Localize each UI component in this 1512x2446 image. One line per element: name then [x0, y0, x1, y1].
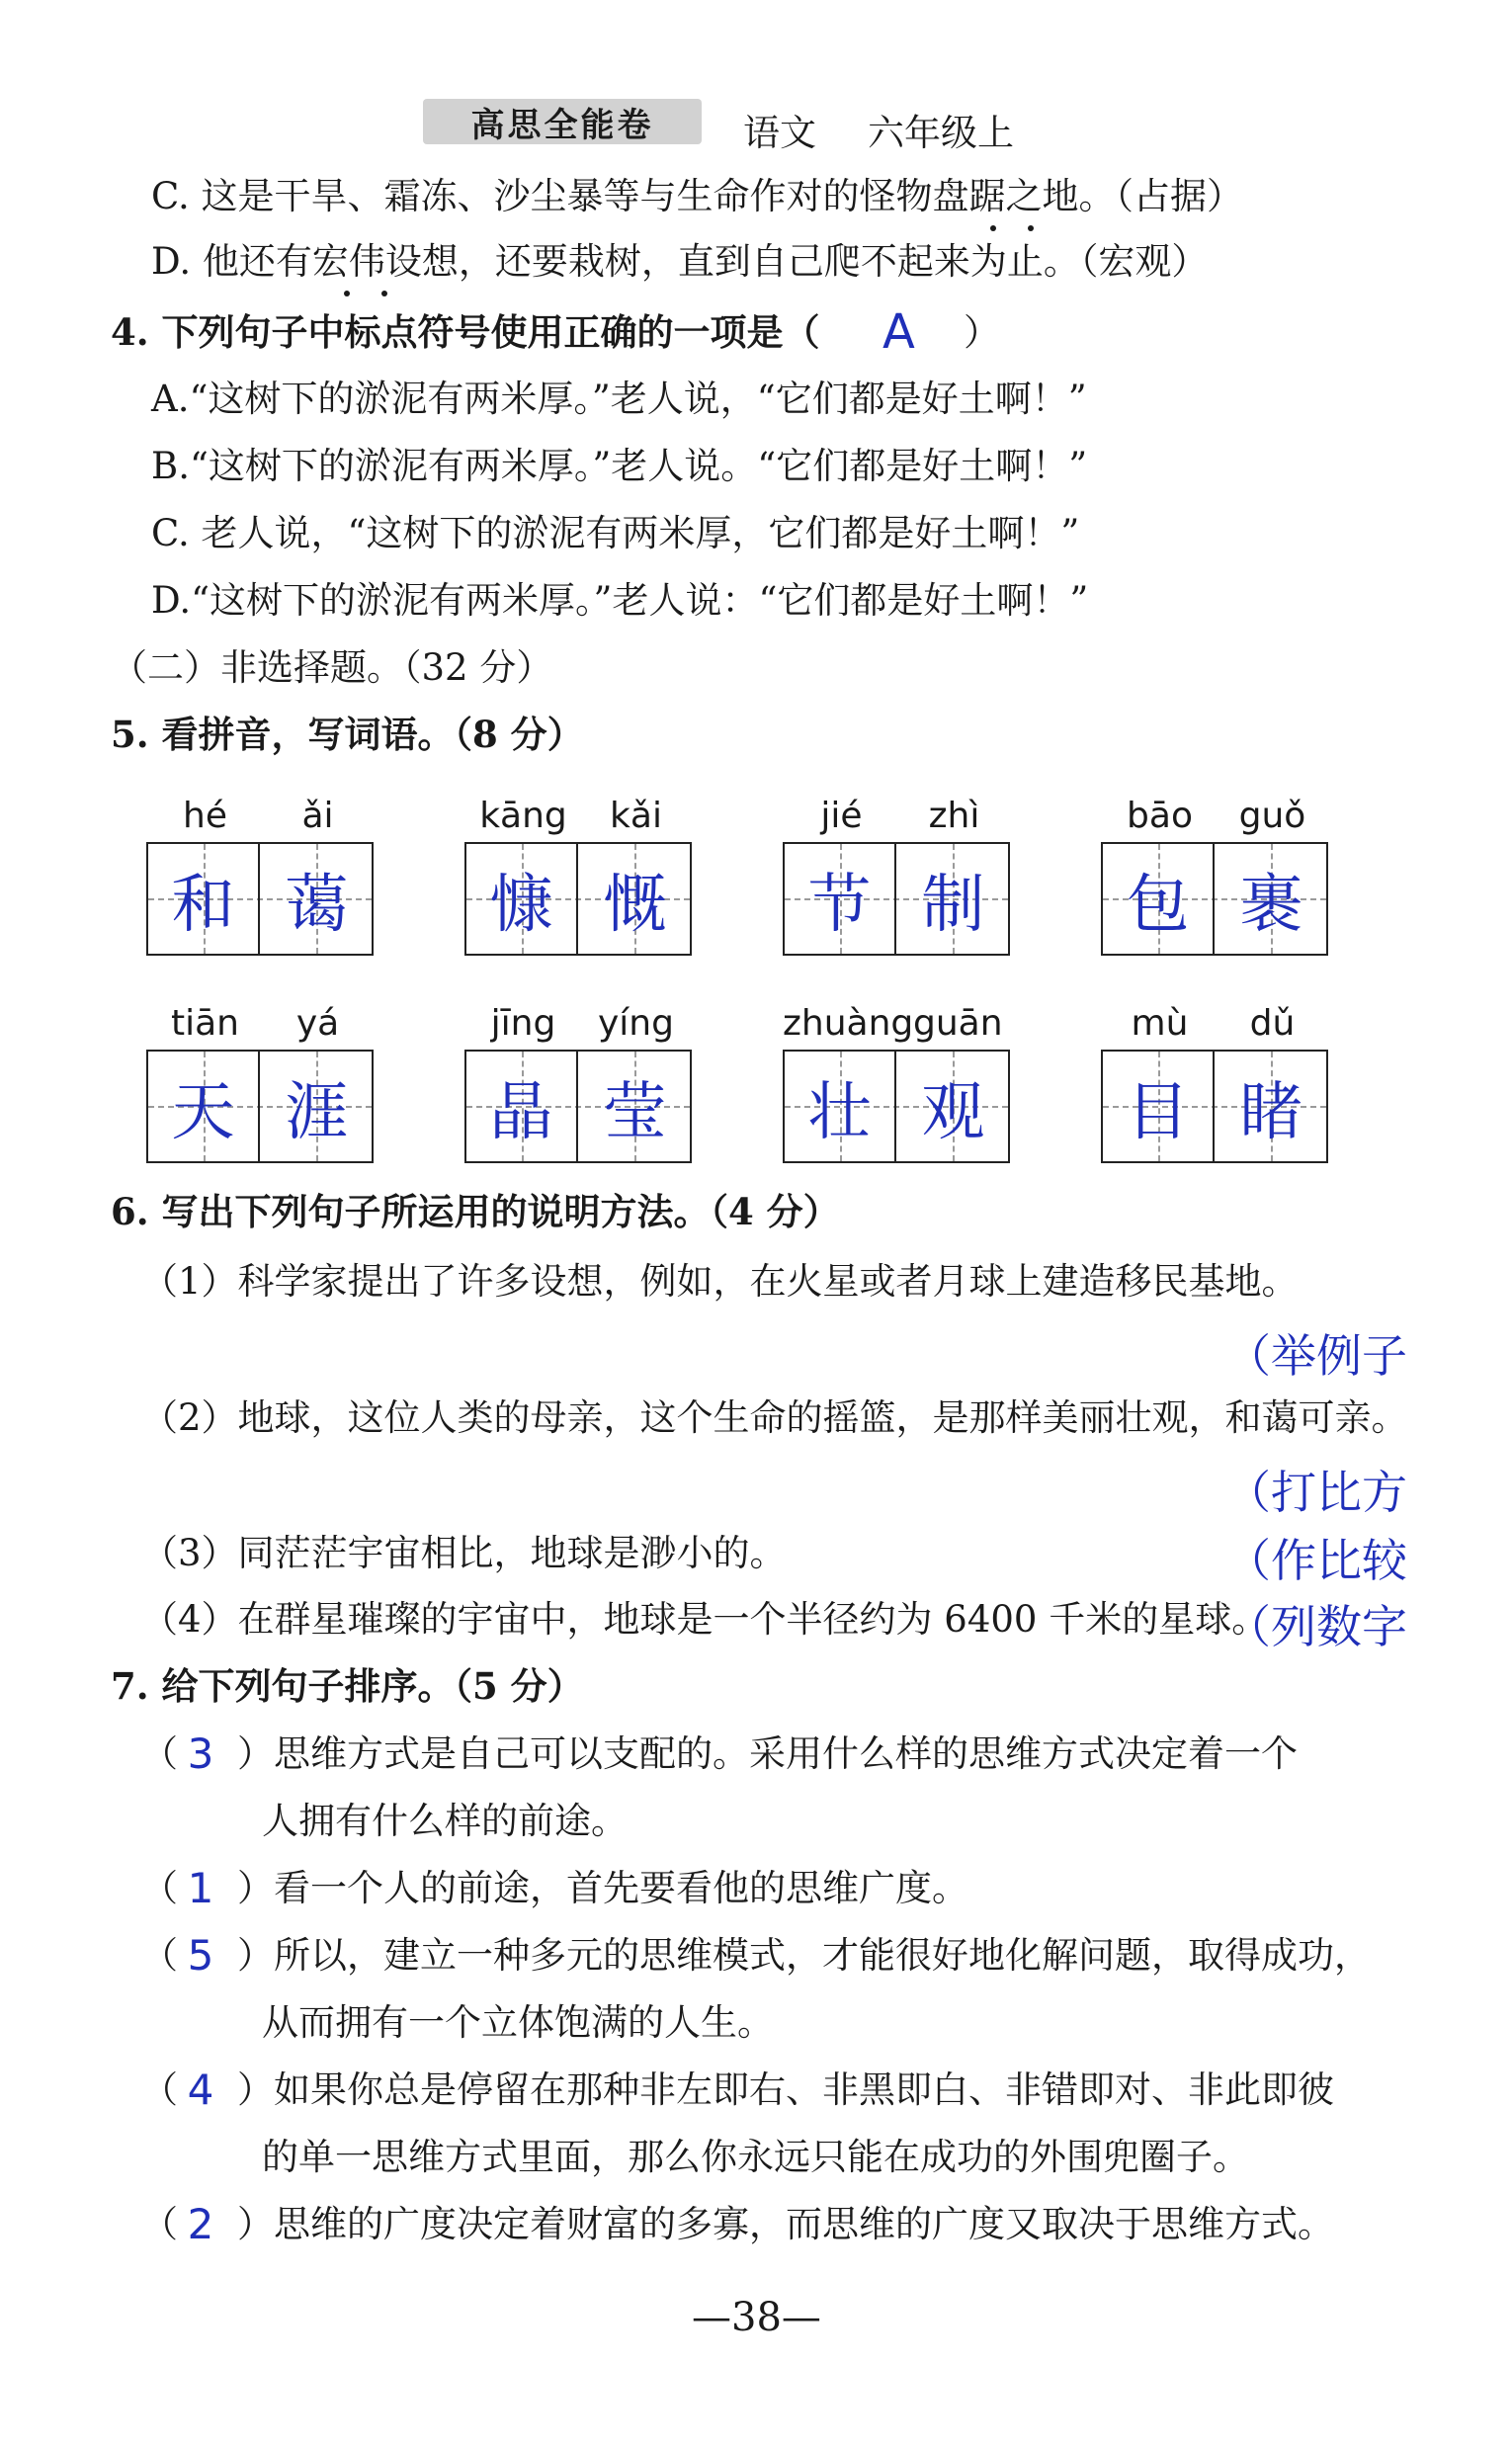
pinyin: guān: [913, 1003, 1003, 1044]
pinyin: kǎi: [610, 796, 662, 836]
character: 莹: [603, 1075, 667, 1149]
character: 慷: [466, 844, 578, 954]
q6-sentence-3: （3）同茫茫宇宙相比，地球是渺小的。: [141, 1532, 787, 1574]
header-subject: 语文: [743, 112, 816, 154]
pinyin: zhuàng: [783, 1003, 914, 1044]
q7-order-number: 5: [187, 1931, 214, 1980]
pinyin: kāng: [479, 796, 567, 836]
q7-order-number: 2: [187, 2200, 214, 2248]
q4-option-c: C. 老人说，“这树下的淤泥有两米厚，它们都是好土啊！”: [151, 512, 1080, 554]
character: 涯: [285, 1075, 349, 1149]
q7-order-number: 3: [187, 1729, 214, 1778]
q6-answer-4: （列数字: [1225, 1600, 1407, 1653]
character: 目: [1103, 1052, 1215, 1161]
q6-answer-1: （举例子: [1225, 1329, 1407, 1383]
q4-option-d: D.“这树下的淤泥有两米厚。”老人说：“它们都是好土啊！”: [151, 579, 1089, 622]
character: 晶: [466, 1052, 578, 1161]
q6-answer-3: （作比较: [1225, 1534, 1407, 1587]
q6-answer-2: （打比方: [1225, 1466, 1407, 1519]
pinyin: hé: [183, 796, 227, 836]
pinyin: guǒ: [1238, 796, 1306, 836]
q7-order-number: 1: [187, 1864, 214, 1912]
q3-option-d: D. 他还有宏伟设想，还要栽树，直到自己爬不起来为止。（宏观）: [151, 240, 1209, 283]
q4-answer: A: [882, 304, 915, 360]
q7-stem: 7. 给下列句子排序。（5 分）: [111, 1664, 584, 1708]
q7-open-paren: （: [141, 2203, 178, 2245]
pinyin: yíng: [598, 1003, 674, 1044]
character: 和: [148, 844, 260, 954]
q7-item-line: 从而拥有一个立体饱满的人生。: [262, 2001, 774, 2044]
character: 包: [1103, 844, 1215, 954]
pinyin: dǔ: [1249, 1003, 1296, 1044]
q7-item-line: 人拥有什么样的前途。: [262, 1800, 628, 1842]
q7-item-line: ）所以，建立一种多元的思维模式，才能很好地化解问题，取得成功，: [237, 1934, 1371, 1977]
q4-stem: [111, 310, 820, 354]
character: 裹: [1239, 868, 1303, 942]
character: 蔼: [285, 868, 349, 942]
q7-item-line: 的单一思维方式里面，那么你永远只能在成功的外围兜圈子。: [262, 2136, 1249, 2178]
q7-item-line: ）思维的广度决定着财富的多寡，而思维的广度又取决于思维方式。: [237, 2203, 1334, 2245]
emphasis-dot: [381, 291, 387, 296]
character: 观: [921, 1075, 985, 1149]
pinyin: mù: [1131, 1003, 1189, 1044]
emphasis-dot: [1028, 225, 1034, 231]
q4-option-b: B.“这树下的淤泥有两米厚。”老人说。“它们都是好土啊！”: [151, 445, 1088, 487]
q4-option-a: A.“这树下的淤泥有两米厚。”老人说，“它们都是好土啊！”: [151, 378, 1087, 420]
pinyin: zhì: [928, 796, 980, 836]
character: 天: [148, 1052, 260, 1161]
character: 睹: [1239, 1075, 1303, 1149]
header-badge: 高思全能卷: [423, 99, 702, 144]
character-box: [146, 1050, 374, 1163]
q6-sentence-2: （2）地球，这位人类的母亲，这个生命的摇篮，是那样美丽壮观，和蔼可亲。: [141, 1396, 1408, 1439]
header-grade: 六年级上: [868, 112, 1014, 154]
pinyin: tiān: [171, 1003, 239, 1044]
character: 壮: [785, 1052, 896, 1161]
character: 节: [785, 844, 896, 954]
q7-open-paren: （: [141, 2068, 178, 2111]
section-title: （二）非选择题。（32 分）: [111, 646, 553, 689]
character: 制: [921, 868, 985, 942]
emphasis-dot: [344, 291, 350, 296]
character-box: [464, 1050, 692, 1163]
character-box: [464, 842, 692, 956]
pinyin: bāo: [1127, 796, 1193, 836]
character-box: [1101, 842, 1328, 956]
pinyin: yá: [295, 1003, 340, 1044]
character-box: [783, 1050, 1010, 1163]
q7-order-number: 4: [187, 2066, 214, 2114]
q7-open-paren: （: [141, 1867, 178, 1909]
q7-open-paren: （: [141, 1934, 178, 1977]
q7-item-line: ）思维方式是自己可以支配的。采用什么样的思维方式决定着一个: [237, 1732, 1298, 1775]
character: 慨: [603, 868, 667, 942]
character-box: [146, 842, 374, 956]
pinyin: jié: [820, 796, 863, 836]
q7-open-paren: （: [141, 1732, 178, 1775]
pinyin: ǎi: [301, 796, 334, 836]
q4-stem-close: ）: [964, 311, 1000, 354]
q6-stem: 6. 写出下列句子所运用的说明方法。（4 分）: [111, 1190, 840, 1233]
q7-item-line: ）看一个人的前途，首先要看他的思维广度。: [237, 1867, 968, 1909]
q4-stem-text: 4. 下列句子中标点符号使用正确的一项是（: [111, 310, 820, 354]
character-box: [1101, 1050, 1328, 1163]
q7-item-line: ）如果你总是停留在那种非左即右、非黑即白、非错即对、非此即彼: [237, 2068, 1334, 2111]
q6-sentence-1: （1）科学家提出了许多设想，例如，在火星或者月球上建造移民基地。: [141, 1260, 1299, 1303]
q5-stem: 5. 看拼音，写词语。（8 分）: [111, 713, 584, 756]
emphasis-dot: [990, 225, 996, 231]
q3-option-c: C. 这是干旱、霜冻、沙尘暴等与生命作对的怪物盘踞之地。（占据）: [151, 175, 1244, 217]
character-box: [783, 842, 1010, 956]
page-number: —38—: [692, 2295, 821, 2340]
pinyin: jīng: [490, 1003, 556, 1044]
q6-sentence-4: （4）在群星璀璨的宇宙中，地球是一个半径约为 6400 千米的星球。: [141, 1598, 1269, 1641]
